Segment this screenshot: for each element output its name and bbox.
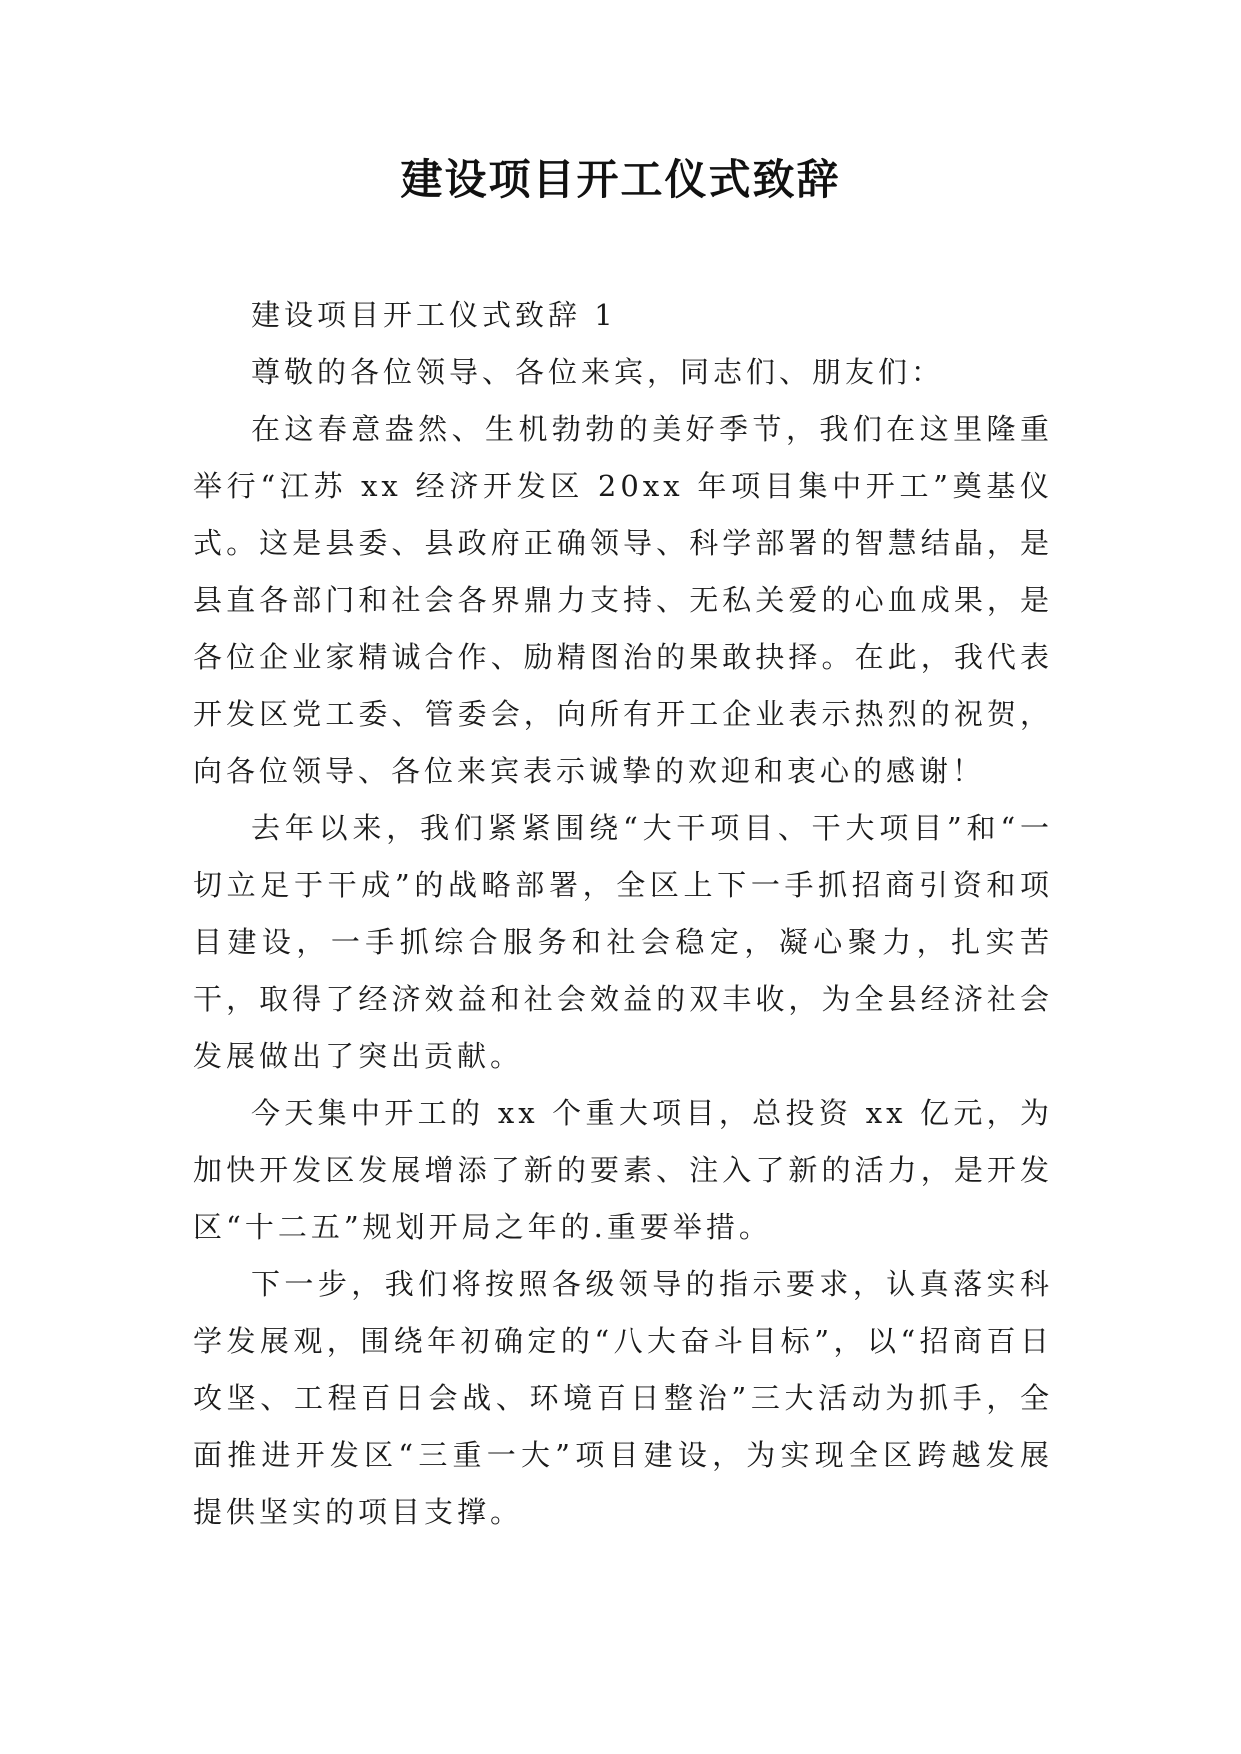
paragraph: 下一步，我们将按照各级领导的指示要求，认真落实科学发展观，围绕年初确定的“八大奋斗目标”，以“招商百日攻坚、工程百日会战、环境百日整治”三大活动为抓手，全面推进开发区“三重一大”项目建设，为实现全区跨越发展提供坚实的项目支撑。 bbox=[193, 1267, 1053, 1529]
paragraph-heading: 建设项目开工仪式致辞 1 bbox=[251, 298, 617, 332]
paragraph: 在这春意盎然、生机勃勃的美好季节，我们在这里隆重举行“江苏 xx 经济开发区 20xx 年项目集中开工”奠基仪式。这是县委、县政府正确领导、科学部署的智慧结晶，是县直各部门和社会各界鼎力支持、无私关爱的心血成果，是各位企业家精诚合作、励精图治的果敢抉择。在此，我代表开发区党工委、管委会，向所有开工企业表示热烈的祝贺，向各位领导、各位来宾表示诚挚的欢迎和衷心的感谢！ bbox=[193, 412, 1053, 788]
document-title: 建设项目开工仪式致辞 bbox=[400, 155, 841, 204]
paragraph-salutation: 尊敬的各位领导、各位来宾，同志们、朋友们： bbox=[251, 355, 945, 389]
paragraph: 去年以来，我们紧紧围绕“大干项目、干大项目”和“一切立足于干成”的战略部署，全区上下一手抓招商引资和项目建设，一手抓综合服务和社会稳定，凝心聚力，扎实苦干，取得了经济效益和社会效益的双丰收，为全县经济社会发展做出了突出贡献。 bbox=[193, 811, 1053, 1073]
document-body bbox=[193, 287, 1053, 1541]
paragraph: 今天集中开工的 xx 个重大项目，总投资 xx 亿元，为加快开发区发展增添了新的要素、注入了新的活力，是开发区“十二五”规划开局之年的.重要举措。 bbox=[193, 1096, 1053, 1244]
